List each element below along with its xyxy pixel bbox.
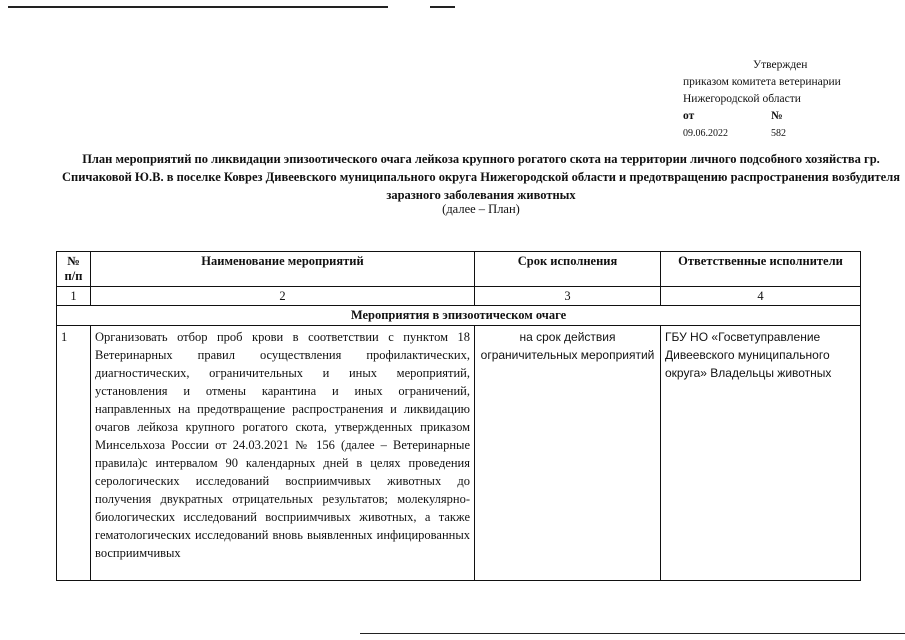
row-measure: Организовать отбор проб крови в соответствии с пунктом 18 Ветеринарных правил осуществления профилактических, диагностических, ограничительных и иных мероприятий, установления и отмены карантина и иных ограничений, направленных на предотвращение распространения и ликвидацию очагов лейкоза крупного рогатого скота, утвержденных приказом Минсельхоза России от 24.03.2021 № 156 (далее – Ветеринарные правила)с интервалом 90 календарных дней в целях проведения серологических исследований восприимчивых животных до получения двукратных отрицательных результатов; молекулярно-биологических исследований восприимчивых животных, а также гематологических исследований вновь выявленных инфицированных восприимчивых — [91, 326, 475, 581]
header-term: Срок исполнения — [475, 252, 661, 287]
header-number: № п/п — [57, 252, 91, 287]
section-title: Мероприятия в эпизоотическом очаге — [57, 306, 861, 326]
approval-number: 582 — [771, 128, 786, 139]
row-number: 1 — [57, 326, 91, 581]
table-row — [57, 326, 861, 581]
row-term: на срок действия ограничительных мероприятий — [475, 326, 661, 581]
approval-number-label: № — [771, 110, 783, 122]
approval-from-label: от — [683, 110, 695, 122]
column-number: 2 — [91, 287, 475, 306]
approval-values — [683, 125, 841, 142]
scan-artifact-line — [430, 6, 455, 8]
scan-artifact-line — [8, 6, 388, 8]
approval-block — [683, 57, 841, 142]
approval-labels — [683, 108, 841, 125]
scan-artifact-line — [360, 633, 905, 634]
plan-table — [56, 251, 861, 581]
header-measure: Наименование мероприятий — [91, 252, 475, 287]
column-number: 4 — [661, 287, 861, 306]
table-header-row — [57, 252, 861, 287]
header-responsible: Ответственные исполнители — [661, 252, 861, 287]
plan-title: План мероприятий по ликвидации эпизоотического очага лейкоза крупного рогатого скота на территории личного подсобного хозяйства гр. Спичаковой Ю.В. в поселке Ковpез Дивеевского муниципального округа Нижегородской области и предотвращению распространения возбудителя заразного заболевания животных — [61, 152, 901, 202]
column-number: 3 — [475, 287, 661, 306]
approval-region-line: Нижегородской области — [683, 93, 801, 105]
approval-date: 09.06.2022 — [683, 128, 728, 139]
row-responsible: ГБУ НО «Госветуправление Дивеевского муниципального округа» Владельцы животных — [661, 326, 861, 581]
column-number: 1 — [57, 287, 91, 306]
plan-subtitle: (далее – План) — [442, 202, 520, 216]
approval-order-line: приказом комитета ветеринарии — [683, 76, 841, 88]
column-numbers-row — [57, 287, 861, 306]
section-row — [57, 306, 861, 326]
approval-title: Утвержден — [753, 59, 808, 71]
